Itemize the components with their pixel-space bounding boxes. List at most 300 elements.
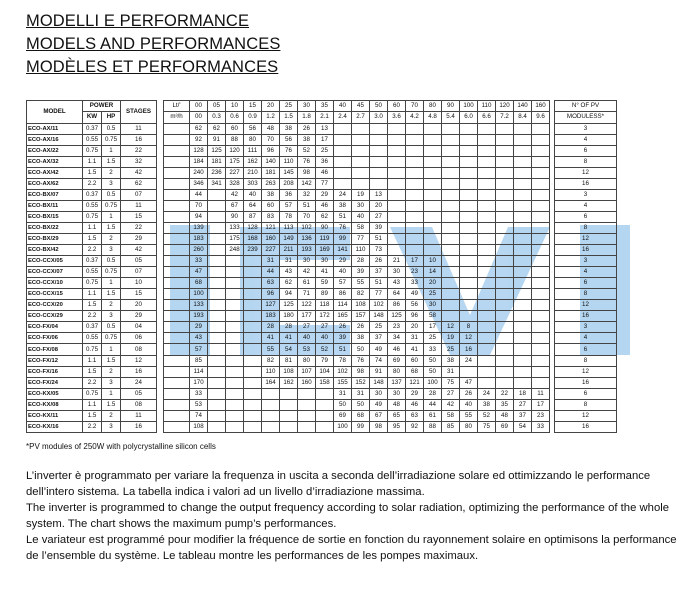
cell-flow-value [532,245,550,256]
cell-flow-value: 50 [424,366,442,377]
cell-flow-value: 60 [262,200,280,211]
cell-flow-value: 48 [496,410,514,421]
cell-flow-value [496,211,514,222]
cell-flow-value: 152 [352,377,370,388]
cell-flow-value [532,355,550,366]
cell-stages: 62 [121,178,157,189]
title-french: MODÈLES ET PERFORMANCES [26,58,279,76]
cell-flow-value: 50 [352,399,370,410]
cell-flow-value [424,123,442,134]
table-row [27,289,617,300]
cell-flow-value: 54 [280,344,298,355]
cell-flow-value [262,410,280,421]
column-gap [157,134,164,145]
header-flow-lt-13: 80 [424,101,442,112]
cell-hp: 1.5 [102,399,121,410]
cell-flow-value: 50 [334,399,352,410]
table-row [27,410,617,421]
cell-flow-value: 73 [370,245,388,256]
table-row [27,134,617,145]
table-row [27,256,617,267]
cell-flow-value: 63 [406,410,424,421]
cell-pv-modules: 6 [555,211,617,222]
cell-model: ECO-CCX/20 [27,300,83,311]
cell-flow-value: 165 [334,311,352,322]
cell-flow-value: 27 [316,322,334,333]
cell-flow-value [406,211,424,222]
cell-flow-value [226,267,244,278]
cell-blank [164,178,190,189]
header-flow-lt-14: 90 [442,101,460,112]
page-titles [26,10,280,79]
cell-flow-value [478,234,496,245]
cell-flow-value [298,388,316,399]
header-flow-m3-19: 9.6 [532,112,550,124]
cell-flow-value: 25 [316,145,334,156]
cell-flow-value [460,156,478,167]
cell-pv-modules: 4 [555,267,617,278]
cell-flow-value: 57 [280,200,298,211]
cell-pv-modules: 8 [555,355,617,366]
cell-flow-value [388,145,406,156]
cell-flow-value: 69 [496,421,514,432]
table-row [27,156,617,167]
cell-blank [164,399,190,410]
cell-flow-value: 49 [370,399,388,410]
cell-flow-value: 102 [298,222,316,233]
cell-flow-value [478,366,496,377]
column-gap [157,222,164,233]
cell-flow-value: 38 [280,123,298,134]
cell-flow-value: 98 [370,421,388,432]
cell-flow-value [514,123,532,134]
cell-flow-value [226,388,244,399]
cell-flow-value [424,245,442,256]
cell-pv-modules: 12 [555,167,617,178]
paragraph-italian: L’inverter è programmato per variare la frequenza in uscita a seconda dell’irradiazione solare ed ottimizzando le performance dell’intero sistema. La tabella indica i valori ad un livello d’irradiazione massima. [26,470,651,498]
header-flow-unit-lt: Lt/' [164,101,190,112]
header-flow-lt-5: 25 [280,101,298,112]
column-gap [157,211,164,222]
cell-flow-value [424,200,442,211]
cell-model: ECO-AX/32 [27,156,83,167]
cell-stages: 06 [121,333,157,344]
cell-flow-value: 26 [370,256,388,267]
cell-flow-value: 38 [478,399,496,410]
cell-flow-value: 69 [334,410,352,421]
cell-flow-value [532,189,550,200]
cell-pv-modules: 3 [555,256,617,267]
cell-flow-value [442,145,460,156]
cell-flow-value [532,145,550,156]
cell-flow-value: 56 [280,134,298,145]
cell-flow-value [532,289,550,300]
cell-hp: 1 [102,278,121,289]
cell-flow-value [514,145,532,156]
cell-flow-value [496,267,514,278]
cell-hp: 0.75 [102,200,121,211]
cell-model: ECO-KX/08 [27,399,83,410]
cell-flow-value: 114 [334,300,352,311]
cell-flow-value: 98 [352,366,370,377]
table-row [27,388,617,399]
header-flow-m3-3: 0.9 [244,112,262,124]
cell-flow-value: 160 [262,234,280,245]
cell-flow-value: 162 [244,156,262,167]
table-row [27,145,617,156]
cell-flow-value: 10 [424,256,442,267]
cell-flow-value [496,178,514,189]
cell-flow-value [442,267,460,278]
cell-flow-value: 80 [460,421,478,432]
cell-flow-value: 82 [352,289,370,300]
cell-flow-value [370,134,388,145]
table-row [27,123,617,134]
cell-flow-value: 40 [298,333,316,344]
cell-flow-value: 158 [316,377,334,388]
cell-kw: 1.1 [83,355,102,366]
cell-flow-value [442,245,460,256]
column-gap [157,421,164,432]
header-hp: HP [102,112,121,124]
cell-blank [164,134,190,145]
cell-flow-value [478,189,496,200]
cell-flow-value [244,311,262,322]
cell-flow-value: 27 [442,388,460,399]
header-model: MODEL [27,101,83,124]
cell-flow-value: 79 [316,355,334,366]
cell-stages: 16 [121,366,157,377]
cell-flow-value: 46 [316,167,334,178]
cell-hp: 0.5 [102,322,121,333]
cell-flow-value [370,123,388,134]
cell-flow-value [352,178,370,189]
cell-flow-value: 44 [190,189,208,200]
cell-flow-value: 113 [280,222,298,233]
cell-flow-value: 30 [316,256,334,267]
column-gap [157,344,164,355]
cell-flow-value [334,178,352,189]
cell-flow-value: 120 [226,145,244,156]
cell-flow-value: 59 [316,278,334,289]
header-flow-m3-13: 4.8 [424,112,442,124]
cell-flow-value: 60 [226,123,244,134]
cell-flow-value: 48 [388,399,406,410]
cell-flow-value [460,366,478,377]
cell-model: ECO-CCX/10 [27,278,83,289]
cell-flow-value [460,178,478,189]
table-row [27,178,617,189]
cell-flow-value [226,366,244,377]
cell-flow-value [208,200,226,211]
cell-flow-value: 40 [352,211,370,222]
cell-hp: 2 [102,167,121,178]
cell-stages: 08 [121,344,157,355]
cell-stages: 11 [121,410,157,421]
cell-flow-value: 78 [334,355,352,366]
cell-flow-value [226,333,244,344]
cell-flow-value [208,211,226,222]
cell-flow-value: 88 [424,421,442,432]
cell-blank [164,145,190,156]
cell-hp: 3 [102,311,121,322]
cell-stages: 07 [121,189,157,200]
cell-flow-value [388,200,406,211]
cell-hp: 3 [102,377,121,388]
cell-pv-modules: 8 [555,289,617,300]
header-flow-m3-5: 1.5 [280,112,298,124]
cell-flow-value [496,167,514,178]
table-row [27,234,617,245]
cell-flow-value: 125 [388,311,406,322]
cell-flow-value [478,300,496,311]
cell-flow-value [460,134,478,145]
cell-flow-value [496,145,514,156]
cell-stages: 08 [121,399,157,410]
header-flow-m3-12: 4.2 [406,112,424,124]
cell-flow-value: 30 [424,300,442,311]
cell-flow-value [208,278,226,289]
cell-flow-value: 118 [316,300,334,311]
cell-flow-value [532,333,550,344]
cell-flow-value [460,267,478,278]
cell-flow-value: 78 [280,211,298,222]
header-stages: STAGES [121,101,157,124]
header-flow-m3-1: 0.3 [208,112,226,124]
header-flow-m3-0: 00 [190,112,208,124]
cell-flow-value [514,222,532,233]
cell-flow-value: 31 [406,333,424,344]
cell-flow-value: 44 [424,399,442,410]
cell-flow-value: 18 [514,388,532,399]
cell-flow-value: 58 [424,311,442,322]
cell-flow-value: 208 [280,178,298,189]
cell-blank [164,410,190,421]
header-flow-lt-12: 70 [406,101,424,112]
cell-model: ECO-BX/29 [27,234,83,245]
column-gap [157,156,164,167]
cell-flow-value [280,421,298,432]
header-flow-lt-9: 45 [352,101,370,112]
cell-flow-value [388,167,406,178]
cell-flow-value: 74 [370,355,388,366]
cell-flow-value: 210 [244,167,262,178]
cell-flow-value: 52 [316,344,334,355]
cell-flow-value: 83 [262,211,280,222]
cell-flow-value [478,289,496,300]
cell-flow-value [208,300,226,311]
cell-stages: 29 [121,234,157,245]
cell-flow-value: 13 [370,189,388,200]
cell-flow-value [208,399,226,410]
table-row [27,167,617,178]
cell-flow-value: 25 [370,322,388,333]
cell-kw: 0.37 [83,123,102,134]
cell-flow-value [496,234,514,245]
cell-flow-value: 43 [388,278,406,289]
cell-flow-value [226,311,244,322]
cell-flow-value: 42 [442,399,460,410]
cell-flow-value [208,410,226,421]
cell-flow-value: 28 [352,256,370,267]
cell-flow-value [532,377,550,388]
cell-flow-value: 28 [262,322,280,333]
cell-flow-value [316,399,334,410]
cell-flow-value [496,333,514,344]
cell-pv-modules: 6 [555,145,617,156]
cell-blank [164,289,190,300]
column-gap [157,366,164,377]
cell-flow-value [460,300,478,311]
cell-kw: 1.1 [83,399,102,410]
cell-flow-value: 43 [280,267,298,278]
cell-flow-value [442,289,460,300]
cell-flow-value: 58 [352,222,370,233]
cell-flow-value: 81 [280,355,298,366]
cell-flow-value: 40 [334,267,352,278]
cell-flow-value: 148 [370,377,388,388]
cell-kw: 0.75 [83,388,102,399]
cell-flow-value: 110 [280,156,298,167]
cell-model: ECO-AX/62 [27,178,83,189]
cell-flow-value [514,256,532,267]
cell-flow-value [208,377,226,388]
cell-flow-value: 85 [190,355,208,366]
cell-flow-value [424,222,442,233]
cell-flow-value: 56 [406,300,424,311]
cell-model: ECO-KX/11 [27,410,83,421]
cell-flow-value: 67 [370,410,388,421]
cell-flow-value [496,222,514,233]
cell-hp: 1.5 [102,156,121,167]
cell-flow-value: 328 [226,178,244,189]
cell-flow-value: 53 [190,399,208,410]
cell-flow-value [460,289,478,300]
cell-flow-value [514,311,532,322]
cell-flow-value [496,377,514,388]
cell-kw: 1.5 [83,167,102,178]
cell-flow-value [460,245,478,256]
cell-flow-value [532,278,550,289]
cell-flow-value [244,388,262,399]
cell-flow-value [442,167,460,178]
cell-flow-value [478,145,496,156]
column-gap [157,311,164,322]
cell-flow-value [298,410,316,421]
cell-flow-value [460,189,478,200]
cell-kw: 0.55 [83,200,102,211]
cell-flow-value: 17 [532,399,550,410]
cell-flow-value: 38 [298,134,316,145]
cell-flow-value [514,200,532,211]
cell-blank [164,377,190,388]
cell-model: ECO-FX/06 [27,333,83,344]
cell-blank [164,245,190,256]
cell-flow-value: 110 [262,366,280,377]
column-gap [157,410,164,421]
cell-flow-value: 62 [316,211,334,222]
cell-flow-value: 77 [316,178,334,189]
cell-stages: 16 [121,134,157,145]
cell-flow-value [226,399,244,410]
cell-flow-value [352,123,370,134]
cell-flow-value: 55 [460,410,478,421]
column-gap [157,167,164,178]
cell-flow-value: 180 [280,311,298,322]
column-gap [157,300,164,311]
cell-stages: 42 [121,167,157,178]
cell-flow-value: 80 [298,355,316,366]
cell-flow-value: 23 [388,322,406,333]
table-row [27,355,617,366]
cell-pv-modules: 4 [555,134,617,145]
cell-flow-value [460,256,478,267]
cell-flow-value [514,134,532,145]
cell-stages: 12 [121,355,157,366]
cell-flow-value: 75 [442,377,460,388]
cell-flow-value: 108 [190,421,208,432]
cell-flow-value: 145 [280,167,298,178]
cell-flow-value: 28 [280,322,298,333]
title-english: MODELS AND PERFORMANCES [26,35,281,53]
cell-flow-value [514,377,532,388]
cell-flow-value: 108 [280,366,298,377]
cell-flow-value: 183 [190,234,208,245]
cell-flow-value: 46 [406,399,424,410]
cell-flow-value [478,156,496,167]
cell-flow-value [496,156,514,167]
cell-flow-value [478,123,496,134]
cell-hp: 0.5 [102,123,121,134]
table-row [27,245,617,256]
cell-kw: 0.75 [83,145,102,156]
header-power: POWER [83,101,121,112]
header-flow-lt-15: 100 [460,101,478,112]
cell-flow-value [406,145,424,156]
cell-flow-value: 26 [352,322,370,333]
cell-blank [164,366,190,377]
cell-flow-value: 121 [262,222,280,233]
cell-pv-modules: 8 [555,156,617,167]
cell-flow-value: 63 [262,278,280,289]
cell-blank [164,222,190,233]
cell-flow-value: 33 [190,388,208,399]
cell-flow-value: 29 [190,322,208,333]
cell-flow-value: 22 [496,388,514,399]
cell-pv-modules: 4 [555,333,617,344]
cell-flow-value [496,355,514,366]
cell-flow-value: 227 [262,245,280,256]
cell-flow-value: 21 [388,256,406,267]
cell-flow-value [244,366,262,377]
cell-flow-value [244,289,262,300]
cell-blank [164,311,190,322]
cell-flow-value [208,189,226,200]
table-row [27,211,617,222]
cell-model: ECO-CCX/15 [27,289,83,300]
cell-flow-value: 104 [316,366,334,377]
cell-stages: 11 [121,123,157,134]
cell-hp: 3 [102,421,121,432]
cell-flow-value [388,234,406,245]
header-flow-m3-7: 2.1 [316,112,334,124]
cell-flow-value [406,234,424,245]
table-row [27,267,617,278]
cell-flow-value: 37 [370,267,388,278]
cell-flow-value: 51 [370,234,388,245]
cell-flow-value [208,311,226,322]
cell-flow-value: 155 [334,377,352,388]
